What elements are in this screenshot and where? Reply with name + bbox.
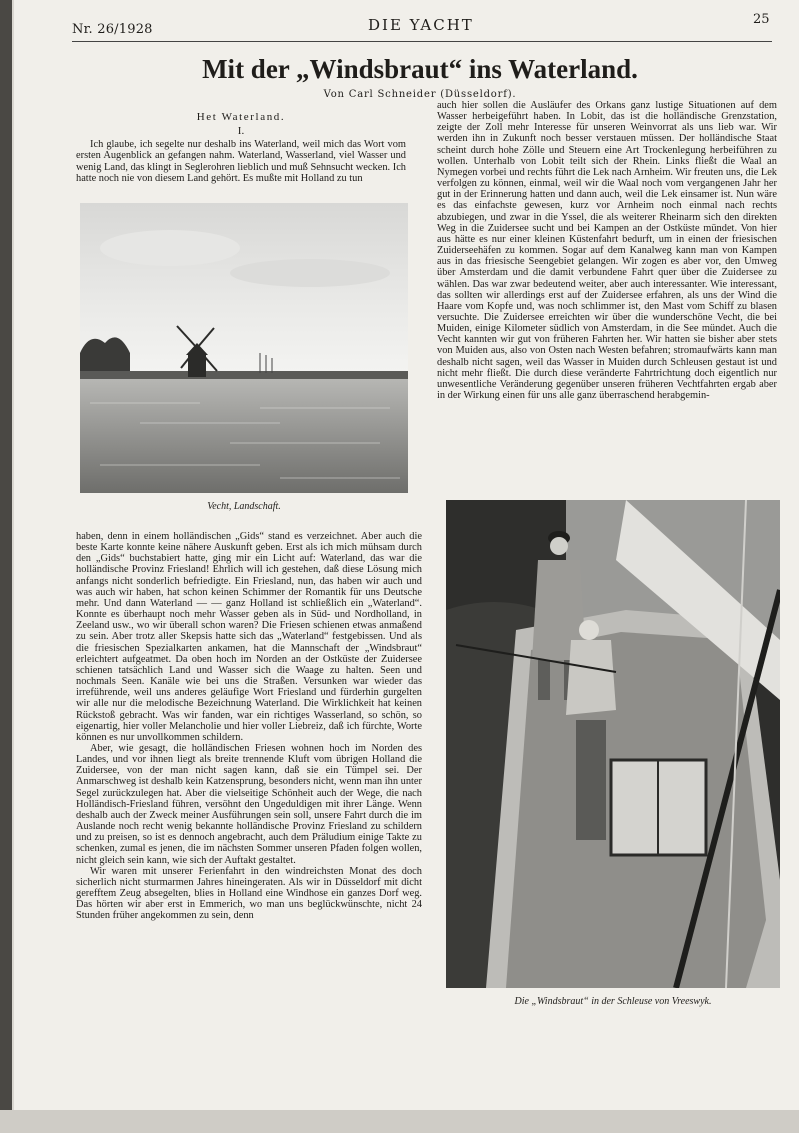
article-title: Mit der „Windsbraut“ ins Waterland. [202, 54, 638, 84]
column-left-top [76, 112, 406, 184]
paragraph: Wir waren mit unserer Ferienfahrt in den windreichsten Monat des doch sicherlich nicht sturmarmen Jahres hineingeraten. Als wir in Düsseldorf mit dicht gerefftem Zeug absegelten, blies in Holland eine Windhose ein ganzes Dorf weg. Das hörten wir aber erst in Emmerich, wo man uns beglückwünschte, nicht 24 Stunden früher angekommen zu sein, denn [76, 865, 422, 922]
section-heading: Het Waterland. [196, 111, 286, 123]
section-number: I. [237, 125, 245, 138]
photo-vecht-landscape [80, 203, 408, 493]
paragraph: auch hier sollen die Ausläufer des Orkans ganz lustige Situationen auf dem Wasser herbeigeführt haben. In Lobit, das ist die holländische Grenzstation, zeigte der Zoll mehr Interesse für unseren Weinvorrat als uns lieb war. Wir werden ihn in Zukunft noch besser verstauen müssen. Der holländische Staat scheint durch hohe Zölle und Steuern eine Art Trockenlegung herbeiführen zu wollen. Unterhalb von Lobit teilt sich der Rhein. Links fließt die Waal an Nymegen vorbei und rechts führt die Lek nach Arnheim. Wir freuten uns, die Lek verfolgen zu können, einmal, weil wir die Waal noch vom vergangenen Jahr her gut in der Erinnerung hatten und dann auch, weil die Lek einsamer ist. Nun wäre es das einfachste gewesen, kurz vor Arnheim noch einmal nach rechts abzubiegen, und zwar in die Yssel, die als weiterer Rheinarm sich den direkten Weg in die Zuiderseе sucht und bei Kampen an der Ostküste mündet. Von hier aus hätte es nur einer kleinen Küstenfahrt bedurft, um in einen der friesischen Zuiderseehäfen zu kommen. Sogar auf dem Kanalweg kann man von Kampen aus in das friesische Seengebiet gelangen. Wir zogen es aber vor, den Umweg über Amsterdam und die damit verbundene Fahrt quer über die Zuiderseе zu wählen. Das war zwar bedeutend weiter, aber auch interessanter. Wie interessant, das sollten wir allerdings erst auf der Zuiderseе erfahren, als uns der Wind die Haare vom Kopfe und, was noch schlimmer ist, den Mast vom Schiff zu blasen versuchte. Die Zuiderseе erreichten wir über die wunderschöne Vecht, die bei Muiden, einige Kilometer südlich von Amsterdam, in die See mündet. Auch die Vecht kannten wir gut von früheren Fahrten her. Wir hatten sie bisher aber stets von Muiden aus, also von Osten nach Westen befahren; stromaufwärts kann man deshalb nicht sagen, weil das Wasser in Muiden durch Schleusen gestaut ist und nicht mehr fließt. Die durch diese veränderte Fahrtrichtung doch eigentlich nur unwesentliche Veränderung gegenüber unseren früheren Vechtfahrten ergab aber in der Wirkung einen für uns alle ganz überraschend herabgemin- [437, 100, 777, 402]
column-left-bottom [76, 531, 422, 921]
figure-caption: Die „Windsbraut“ in der Schleuse von Vreeswyk. [514, 996, 712, 1007]
page-number: 25 [753, 12, 770, 27]
header-rule [72, 41, 772, 42]
paragraph: haben, denn in einem holländischen „Gids“ stand es verzeichnet. Aber auch die beste Karte konnte keine nähere Auskunft geben. Erst als ich mich mühsam durch den „Gids“ buchstabiert hatte, ging mir ein Licht auf: Waterland, das war die holländische Provinz Friesland! Ehrlich will ich gestehen, daß diese Lösung mich anfangs nicht sonderlich befriedigte. Ein Friesland, nun, das haben wir auch und was auch wir haben, hat schon keinen Schimmer der Romantik für uns Deutsche mehr. Und dann Waterland — — ganz Holland ist schließlich ein „Waterland“. Konnte es überhaupt noch mehr Wasser geben als in Süd- und Nordholland, in Zeeland usw., wo wir überall schon waren? Die Friesen schienen etwas anmaßend zu sein. Aber trotz aller Skepsis hatte sich das „Waterland“ festgebissen. Und als die friesischen Spezialkarten ankamen, hat die Mannschaft der „Windsbraut“ erleichtert aufgeatmet. Da oben hoch im Norden an der Ostküste der Zuiderseе schienen tatsächlich Land und Wasser sich die Waage zu halten. Seen und nochmals Seen. Kanäle wie bei uns die Straßen. Versunken war wieder das irreführende, weil uns anderes geläufige Wort Friesland und fürderhin gurgelten wir alle nur die melodische Bezeichnung Waterland. Die Wirklichkeit hat keinen Rückstoß gebracht. Was wir fanden, war ein richtiges Wasserland, so schön, so eigenartig, hier voller Melancholie und hier voller Liebreiz, daß ich fürchte, Worte können es nur unvollkommen schildern. [76, 531, 422, 743]
column-right [437, 100, 777, 401]
paragraph: Ich glaube, ich segelte nur deshalb ins Waterland, weil mich das Wort vom ersten Augenblick an gefangen nahm. Waterland, Wasserland, viel Wasser und wenig Land, das klingt in Seglerohren lieblich und muß Sehnsucht wecken. Ich hatte noch nie von diesem Land gehört. Es mußte mit Holland zu tun [76, 139, 406, 184]
scan-edge [0, 0, 12, 1133]
paragraph: Aber, wie gesagt, die holländischen Friesen wohnen hoch im Norden des Landes, und vor ihnen liegt als breite trennende Kluft vom übrigen Holland die Zuiderseе, von der man nicht sagen kann, daß sie ein Tümpel sei. Der Anmarschweg ist deshalb kein Katzensprung, besonders nicht, wenn man ihn unter Segel zurückzulegen hat. Aber die vielseitige Schönheit auch der Wege, die nach Holländisch-Friesland führen, versöhnt den Ungeduldigen mit ihrer Länge. Wenn deshalb auch der Zweck meiner Ausführungen sein soll, unsere Fahrt durch die im Auslande noch recht wenig bekannte holländische Provinz Friesland zu schildern und zu preisen, so ist es dennoch angebracht, auch dem Präludium einige Takte zu schenken, zumal es jenen, die im nächsten Sommer unseren Pfaden folgen wollen, nicht gleich sein kann, wie sich der Auftakt gestaltet. [76, 742, 422, 866]
magazine-name: DIE YACHT [368, 16, 474, 34]
scan-bottom-margin [0, 1110, 799, 1133]
figure-caption: Vecht, Landschaft. [207, 501, 281, 512]
issue-number: Nr. 26/1928 [72, 22, 153, 37]
photo-windsbraut-lock [446, 500, 780, 988]
windmill-landscape-illustration [80, 203, 408, 493]
boat-in-lock-illustration [446, 500, 780, 988]
article-byline: Von Carl Schneider (Düsseldorf). [323, 89, 517, 100]
